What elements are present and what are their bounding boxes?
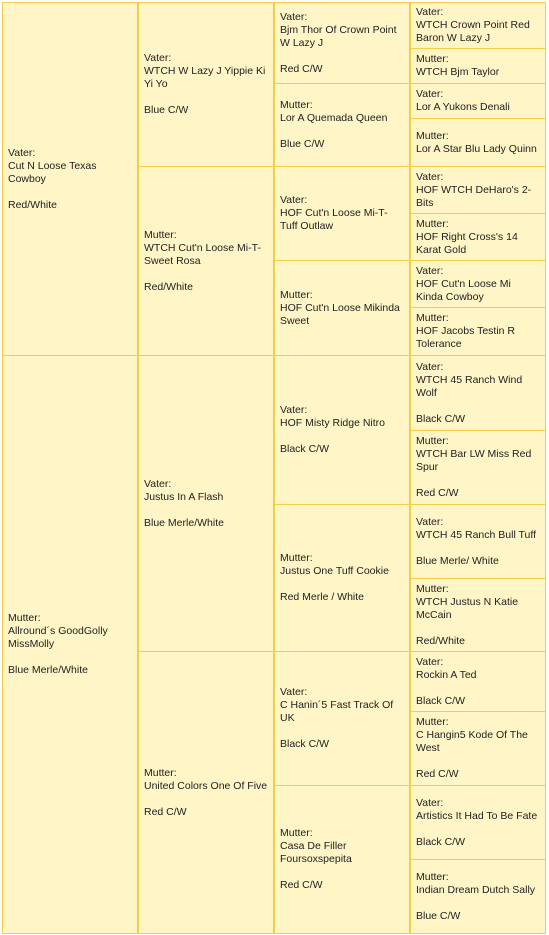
- coat-color: Red C/W: [416, 487, 459, 499]
- pedigree-cell-g3-3: [274, 166, 410, 261]
- parent-role-label: Vater:: [416, 796, 444, 809]
- dog-name: Allround´s GoodGolly MissMolly: [8, 625, 108, 650]
- pedigree-cell-g3-1: [274, 2, 410, 84]
- dog-name: WTCH Bar LW Miss Red Spur: [416, 448, 532, 473]
- pedigree-cell-g2-2: [138, 166, 274, 356]
- coat-color: Black C/W: [416, 694, 466, 707]
- pedigree-cell-g1-1: [2, 2, 138, 356]
- dog-name: HOF Cut'n Loose Mikinda Sweet: [280, 301, 400, 327]
- dog-name: HOF WTCH DeHaro's 2-Bits: [416, 183, 532, 209]
- parent-role-label: Mutter:: [280, 827, 313, 839]
- pedigree-cell-g3-6: [274, 504, 410, 652]
- parent-role-label: Mutter:: [416, 716, 449, 728]
- parent-role-label: Vater:: [416, 655, 444, 668]
- pedigree-cell-g4-4: [410, 118, 546, 167]
- pedigree-cell-g4-5: [410, 166, 546, 214]
- coat-color: Red/White: [144, 280, 194, 293]
- parent-role-label: Vater:: [416, 360, 444, 373]
- coat-color: Red Merle / White: [280, 591, 365, 603]
- coat-color: Red C/W: [416, 768, 459, 780]
- pedigree-cell-g4-7: [410, 260, 546, 308]
- pedigree-cell-g2-1: [138, 2, 274, 167]
- parent-role-label: Mutter:: [280, 288, 313, 301]
- parent-role-label: Vater:: [144, 477, 172, 490]
- dog-name: WTCH Cut'n Loose Mi-T-Sweet Rosa: [144, 241, 261, 267]
- pedigree-cell-g3-2: [274, 83, 410, 167]
- parent-role-label: Mutter:: [416, 312, 449, 324]
- pedigree-cell-g4-10: [410, 430, 546, 505]
- dog-name: Bjm Thor Of Crown Point W Lazy J: [280, 23, 397, 49]
- coat-color: Black C/W: [280, 443, 330, 455]
- pedigree-cell-g3-7: [274, 651, 410, 786]
- coat-color: Blue Merle/ White: [416, 554, 499, 567]
- parent-role-label: Vater:: [8, 146, 36, 159]
- parent-role-label: Vater:: [280, 404, 308, 416]
- coat-color: Red C/W: [280, 879, 323, 891]
- coat-color: Red/White: [8, 198, 58, 211]
- dog-name: Justus In A Flash: [144, 490, 224, 503]
- pedigree-cell-g4-8: [410, 307, 546, 356]
- dog-name: Indian Dream Dutch Sally: [416, 883, 536, 896]
- parent-role-label: Mutter:: [144, 228, 177, 241]
- dog-name: HOF Cut'n Loose Mi-T-Tuff Outlaw: [280, 207, 388, 232]
- parent-role-label: Mutter:: [416, 435, 449, 447]
- dog-name: HOF Right Cross's 14 Karat Gold: [416, 230, 518, 256]
- pedigree-cell-g1-2: [2, 355, 138, 934]
- coat-color: Red/White: [416, 634, 466, 647]
- coat-color: Blue C/W: [416, 909, 461, 922]
- coat-color: Red C/W: [144, 805, 187, 818]
- pedigree-cell-g4-13: [410, 651, 546, 712]
- pedigree-cell-g4-1: [410, 2, 546, 49]
- parent-role-label: Vater:: [416, 88, 444, 100]
- coat-color: Blue Merle/White: [8, 664, 88, 676]
- dog-name: HOF Jacobs Testin R Tolerance: [416, 325, 516, 350]
- pedigree-cell-g4-14: [410, 711, 546, 786]
- parent-role-label: Vater:: [416, 6, 444, 18]
- pedigree-cell-g2-3: [138, 355, 274, 652]
- coat-color: Blue C/W: [144, 104, 189, 116]
- dog-name: WTCH Justus N Katie McCain: [416, 595, 519, 621]
- pedigree-cell-g3-5: [274, 355, 410, 505]
- pedigree-cell-g4-15: [410, 785, 546, 860]
- dog-name: HOF Misty Ridge Nitro: [280, 417, 386, 429]
- parent-role-label: Mutter:: [416, 582, 449, 595]
- dog-name: Justus One Tuff Cookie: [280, 565, 389, 577]
- pedigree-cell-g2-4: [138, 651, 274, 934]
- pedigree-cell-g4-16: [410, 859, 546, 934]
- pedigree-cell-g4-3: [410, 83, 546, 119]
- coat-color: Blue Merle/White: [144, 516, 224, 529]
- pedigree-cell-g3-4: [274, 260, 410, 356]
- pedigree-cell-g4-12: [410, 578, 546, 652]
- dog-name: Lor A Quemada Queen: [280, 112, 388, 124]
- dog-name: Artistics It Had To Be Fate: [416, 809, 538, 822]
- coat-color: Red C/W: [280, 62, 323, 75]
- parent-role-label: Vater:: [416, 170, 444, 183]
- pedigree-cell-g4-11: [410, 504, 546, 579]
- pedigree-cell-g4-6: [410, 213, 546, 261]
- parent-role-label: Vater:: [416, 515, 444, 528]
- parent-role-label: Mutter:: [416, 129, 449, 142]
- dog-name: WTCH Crown Point Red Baron W Lazy J: [416, 19, 530, 44]
- parent-role-label: Mutter:: [8, 612, 41, 624]
- coat-color: Black C/W: [416, 412, 466, 425]
- dog-name: WTCH 45 Ranch Wind Wolf: [416, 373, 523, 399]
- dog-name: WTCH Bjm Taylor: [416, 66, 500, 78]
- dog-name: HOF Cut'n Loose Mi Kinda Cowboy: [416, 277, 511, 303]
- parent-role-label: Mutter:: [416, 870, 449, 883]
- dog-name: United Colors One Of Five: [144, 779, 268, 792]
- parent-role-label: Vater:: [280, 686, 308, 698]
- coat-color: Black C/W: [280, 738, 330, 750]
- parent-role-label: Vater:: [280, 10, 308, 23]
- parent-role-label: Mutter:: [280, 552, 313, 564]
- dog-name: C Hanin´5 Fast Track Of UK: [280, 699, 394, 724]
- parent-role-label: Mutter:: [280, 99, 313, 111]
- dog-name: Lor A Yukons Denali: [416, 101, 510, 113]
- coat-color: Blue C/W: [280, 138, 325, 150]
- dog-name: WTCH W Lazy J Yippie Ki Yi Yo: [144, 65, 266, 90]
- pedigree-cell-g4-9: [410, 355, 546, 431]
- parent-role-label: Mutter:: [416, 217, 449, 230]
- coat-color: Black C/W: [416, 835, 466, 848]
- dog-name: Rockin A Ted: [416, 668, 477, 681]
- dog-name: Lor A Star Blu Lady Quinn: [416, 142, 537, 155]
- parent-role-label: Vater:: [280, 194, 308, 206]
- dog-name: Casa De Filler Foursoxspepita: [280, 840, 352, 865]
- parent-role-label: Mutter:: [144, 766, 177, 779]
- dog-name: C Hangin5 Kode Of The West: [416, 729, 528, 754]
- parent-role-label: Mutter:: [416, 53, 449, 65]
- pedigree-cell-g4-2: [410, 48, 546, 84]
- parent-role-label: Vater:: [416, 264, 444, 277]
- dog-name: Cut N Loose Texas Cowboy: [8, 159, 97, 185]
- dog-name: WTCH 45 Ranch Bull Tuff: [416, 528, 537, 541]
- pedigree-cell-g3-8: [274, 785, 410, 934]
- parent-role-label: Vater:: [144, 52, 172, 64]
